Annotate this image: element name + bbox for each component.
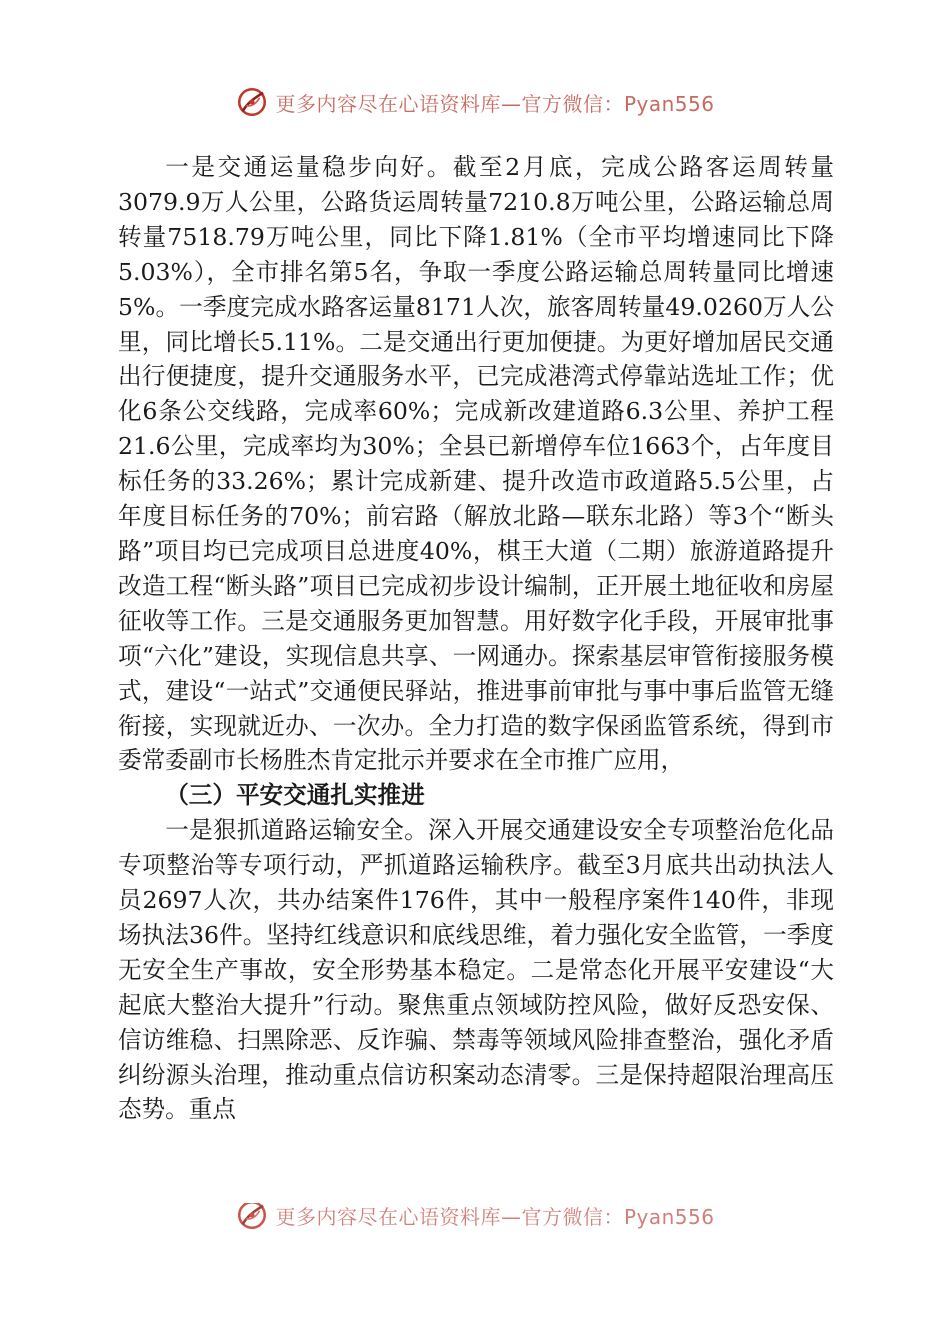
body-paragraph-2: 一是狠抓道路运输安全。深入开展交通建设安全专项整治危化品专项整治等专项行动，严抓道路运输秩序。截至3月底共出动执法人员2697人次，共办结案件176件，其中一般程序案件140件，非现场执法36件。坚持红线意识和底线思维，着力强化安全监管，一季度无安全生产事故，安全形势基本稳定。二是常态化开展平安建设“大起底大整治大提升”行动。聚焦重点领域防控风险，做好反恐安保、信访维稳、扫黑除恶、反诈骗、禁毒等领域风险排查整治，强化矛盾纠纷源头治理，推动重点信访积案动态清零。三是保持超限治理高压态势。重点 xyxy=(118,816,834,1124)
swirl-logo-icon xyxy=(235,85,269,119)
section-heading: （三）平安交通扎实推进 xyxy=(165,781,425,810)
footer-banner xyxy=(0,1203,950,1237)
footer-banner-text: 更多内容尽在心语资料库—官方微信：Pyan556 xyxy=(275,1204,715,1229)
header-banner-text: 更多内容尽在心语资料库—官方微信：Pyan556 xyxy=(275,91,715,116)
header-banner xyxy=(0,82,950,122)
footer-banner-content xyxy=(235,1203,714,1232)
swirl-logo-icon xyxy=(235,1203,269,1232)
document-body xyxy=(118,150,834,1127)
header-banner-content xyxy=(235,85,714,119)
body-paragraph-1: 一是交通运量稳步向好。截至2月底，完成公路客运周转量3079.9万人公里，公路货运周转量7210.8万吨公里，公路运输总周转量7518.79万吨公里，同比下降1.81%（全市平均增速同比下降5.03%），全市排名第5名，争取一季度公路运输总周转量同比增速5%。一季度完成水路客运量8171人次，旅客周转量49.0260万人公里，同比增长5.11%。二是交通出行更加便捷。为更好增加居民交通出行便捷度，提升交通服务水平，已完成港湾式停靠站选址工作；优化6条公交线路，完成率60%；完成新改建道路6.3公里、养护工程21.6公里，完成率均为30%；全县已新增停车位1663个，占年度目标任务的33.26%；累计完成新建、提升改造市政道路5.5公里，占年度目标任务的70%；前宕路（解放北路—联东北路）等3个“断头路”项目均已完成项目总进度40%，棋王大道（二期）旅游道路提升改造工程“断头路”项目已完成初步设计编制，正开展土地征收和房屋征收等工作。三是交通服务更加智慧。用好数字化手段，开展审批事项“六化”建设，实现信息共享、一网通办。探索基层审管衔接服务模式，建设“一站式”交通便民驿站，推进事前审批与事中事后监管无缝衔接，实现就近办、一次办。全力打造的数字保函监管系统，得到市委常委副市长杨胜杰肯定批示并要求在全市推广应用， xyxy=(118,153,834,775)
